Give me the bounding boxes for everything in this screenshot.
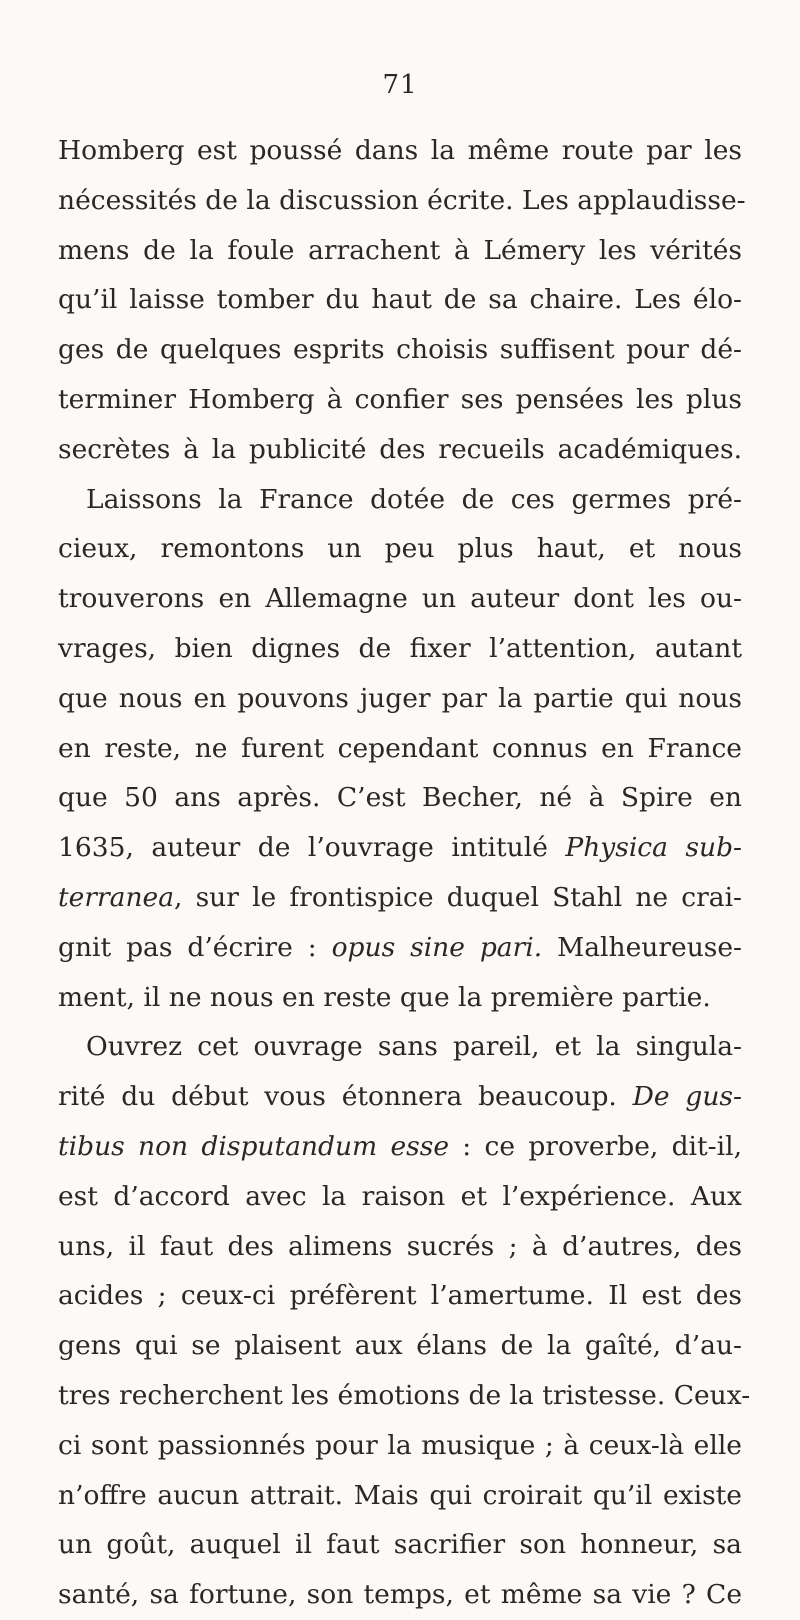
- text-segment: vrages, bien dignes de fixer l’attention, autant: [58, 632, 742, 664]
- text-segment: acides ; ceux-ci préfèrent l’amertume. Il est des: [58, 1280, 742, 1312]
- text-line: [58, 574, 742, 624]
- text-segment: gens qui se plaisent aux élans de la gaîté, d’au-: [58, 1330, 742, 1362]
- text-segment: Laissons la France dotée de ces germes pré-: [86, 483, 742, 515]
- italic-text: opus sine pari.: [331, 931, 543, 963]
- text-line: [58, 126, 742, 176]
- text-line: [58, 375, 742, 425]
- text-segment: que nous en pouvons juger par la partie qui nous: [58, 682, 742, 714]
- text-line: [58, 823, 742, 873]
- text-segment: mens de la foule arrachent à Lémery les vérités: [58, 234, 742, 266]
- text-segment: ment, il ne nous en reste que la première partie.: [58, 981, 711, 1013]
- text-segment: : ce proverbe, dit-il,: [449, 1130, 743, 1162]
- text-line: [58, 1222, 742, 1272]
- text-line: [58, 1570, 742, 1620]
- text-line: [58, 475, 742, 525]
- text-segment: en reste, ne furent cependant connus en France: [58, 732, 742, 764]
- text-segment: est d’accord avec la raison et l’expérience. Aux: [58, 1180, 742, 1212]
- italic-text: De gus-: [632, 1081, 742, 1113]
- text-segment: ci sont passionnés pour la musique ; à ceux-là elle: [58, 1429, 742, 1461]
- text-line: [58, 773, 742, 823]
- text-segment: qu’il laisse tomber du haut de sa chaire. Les élo-: [58, 284, 742, 316]
- text-line: [58, 1122, 742, 1172]
- text-line: [58, 923, 742, 973]
- text-segment: ges de quelques esprits choisis suffisent pour dé-: [58, 334, 742, 366]
- text-line: [58, 674, 742, 724]
- text-line: [58, 226, 742, 276]
- text-line: [58, 973, 742, 1023]
- italic-text: Physica sub-: [565, 832, 743, 864]
- body-text: [58, 126, 751, 1620]
- text-line: [58, 624, 742, 674]
- italic-text: terranea: [58, 881, 175, 913]
- text-line: [58, 1520, 742, 1570]
- text-line: [58, 1421, 742, 1471]
- text-line: [58, 1321, 742, 1371]
- text-segment: trouverons en Allemagne un auteur dont les ou-: [58, 583, 742, 615]
- text-segment: nécessités de la discussion écrite. Les applaudisse-: [58, 184, 746, 216]
- text-segment: cieux, remontons un peu plus haut, et nous: [58, 533, 742, 565]
- text-segment: secrètes à la publicité des recueils académiques.: [58, 433, 742, 465]
- page-number: 71: [382, 70, 418, 100]
- text-line: [58, 1172, 742, 1222]
- text-segment: gnit pas d’écrire :: [58, 931, 332, 963]
- text-line: [58, 325, 742, 375]
- text-segment: rité du début vous étonnera beaucoup.: [58, 1081, 633, 1113]
- text-line: [58, 1022, 742, 1072]
- text-line: [58, 873, 742, 923]
- text-segment: terminer Homberg à confier ses pensées les plus: [58, 383, 742, 415]
- text-line: [58, 524, 742, 574]
- italic-text: tibus non disputandum esse: [58, 1130, 450, 1162]
- text-line: [58, 1072, 742, 1122]
- text-segment: n’offre aucun attrait. Mais qui croirait qu’il existe: [58, 1479, 742, 1511]
- text-line: [58, 176, 746, 226]
- text-segment: santé, sa fortune, son temps, et même sa vie ? Ce: [58, 1579, 742, 1611]
- text-segment: uns, il faut des alimens sucrés ; à d’autres, des: [58, 1230, 742, 1262]
- text-segment: Homberg est poussé dans la même route par les: [58, 135, 742, 166]
- text-line: [58, 1271, 742, 1321]
- text-segment: tres recherchent les émotions de la tristesse. Ceux-: [58, 1379, 751, 1411]
- text-line: [58, 275, 742, 325]
- text-segment: Ouvrez cet ouvrage sans pareil, et la singula-: [86, 1031, 742, 1063]
- text-segment: 1635, auteur de l’ouvrage intitulé: [58, 832, 566, 864]
- text-line: [58, 1371, 751, 1421]
- text-segment: , sur le frontispice duquel Stahl ne crai-: [174, 881, 742, 913]
- text-line: [58, 425, 742, 475]
- text-segment: Malheureuse-: [542, 931, 742, 963]
- text-segment: que 50 ans après. C’est Becher, né à Spire en: [58, 782, 742, 814]
- text-segment: un goût, auquel il faut sacrifier son honneur, sa: [58, 1529, 742, 1561]
- text-line: [58, 1471, 742, 1521]
- text-line: [58, 724, 742, 774]
